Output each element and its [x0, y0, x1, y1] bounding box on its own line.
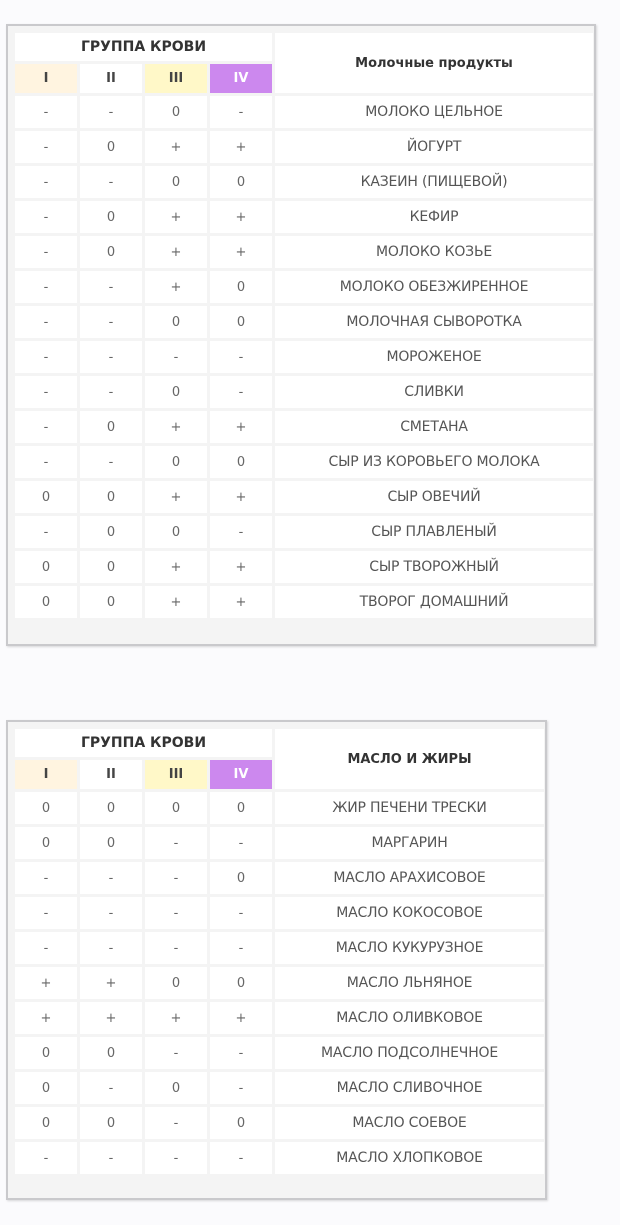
- compatibility-cell: -: [210, 1142, 272, 1174]
- food-name: МАСЛО КУКУРУЗНОЕ: [275, 932, 544, 964]
- compatibility-cell: -: [15, 341, 77, 373]
- compatibility-cell: +: [145, 236, 207, 268]
- compatibility-cell: -: [210, 1037, 272, 1069]
- compatibility-cell: -: [210, 827, 272, 859]
- food-name: МАСЛО СЛИВОЧНОЕ: [275, 1072, 544, 1104]
- compatibility-cell: -: [15, 271, 77, 303]
- compatibility-cell: -: [80, 1072, 142, 1104]
- compatibility-cell: 0: [145, 166, 207, 198]
- compatibility-cell: 0: [145, 516, 207, 548]
- compatibility-cell: +: [80, 967, 142, 999]
- compatibility-cell: -: [15, 897, 77, 929]
- food-name: МОЛОКО ОБЕЗЖИРЕННОЕ: [275, 271, 593, 303]
- food-name: ЙОГУРТ: [275, 131, 593, 163]
- compatibility-cell: -: [210, 516, 272, 548]
- food-name: МАСЛО СОЕВОЕ: [275, 1107, 544, 1139]
- food-name: МОЛОКО ЦЕЛЬНОЕ: [275, 96, 593, 128]
- compatibility-cell: 0: [210, 862, 272, 894]
- food-name: СЛИВКИ: [275, 376, 593, 408]
- compatibility-cell: 0: [80, 586, 142, 618]
- compatibility-cell: -: [145, 341, 207, 373]
- compatibility-cell: +: [210, 236, 272, 268]
- compatibility-cell: -: [145, 862, 207, 894]
- table-row: [15, 516, 593, 548]
- compatibility-cell: 0: [80, 236, 142, 268]
- table-row: [15, 932, 544, 964]
- table-row: [15, 897, 544, 929]
- table-row: [15, 236, 593, 268]
- compatibility-cell: -: [15, 201, 77, 233]
- category-header: Молочные продукты: [275, 33, 593, 93]
- compatibility-cell: 0: [80, 516, 142, 548]
- compatibility-cell: 0: [210, 446, 272, 478]
- compatibility-cell: 0: [145, 967, 207, 999]
- table-row: [15, 551, 593, 583]
- compatibility-cell: 0: [15, 1107, 77, 1139]
- compatibility-cell: 0: [15, 551, 77, 583]
- food-name: МОЛОЧНАЯ СЫВОРОТКА: [275, 306, 593, 338]
- compatibility-cell: -: [15, 862, 77, 894]
- compatibility-cell: +: [145, 411, 207, 443]
- food-name: МАСЛО КОКОСОВОЕ: [275, 897, 544, 929]
- compatibility-cell: -: [15, 96, 77, 128]
- compatibility-cell: 0: [15, 1037, 77, 1069]
- food-name: МОРОЖЕНОЕ: [275, 341, 593, 373]
- compatibility-cell: +: [210, 586, 272, 618]
- compatibility-cell: -: [145, 932, 207, 964]
- food-name: МАСЛО ОЛИВКОВОЕ: [275, 1002, 544, 1034]
- compatibility-cell: +: [80, 1002, 142, 1034]
- compatibility-cell: 0: [145, 376, 207, 408]
- compatibility-cell: 0: [145, 96, 207, 128]
- compatibility-cell: -: [80, 96, 142, 128]
- compatibility-cell: -: [145, 827, 207, 859]
- food-name: СЫР ИЗ КОРОВЬЕГО МОЛОКА: [275, 446, 593, 478]
- food-name: МАРГАРИН: [275, 827, 544, 859]
- compatibility-cell: 0: [145, 306, 207, 338]
- compatibility-cell: +: [210, 131, 272, 163]
- blood-type-ii: II: [80, 760, 142, 789]
- compatibility-cell: -: [15, 411, 77, 443]
- blood-type-iii: III: [145, 64, 207, 93]
- food-name: СЫР ПЛАВЛЕНЫЙ: [275, 516, 593, 548]
- compatibility-cell: -: [210, 341, 272, 373]
- compatibility-cell: -: [15, 1142, 77, 1174]
- compatibility-cell: 0: [210, 271, 272, 303]
- table-row: [15, 306, 593, 338]
- compatibility-cell: -: [15, 131, 77, 163]
- compatibility-cell: -: [15, 516, 77, 548]
- compatibility-cell: +: [210, 551, 272, 583]
- compatibility-cell: 0: [80, 551, 142, 583]
- oils-table: [12, 726, 547, 1177]
- compatibility-cell: 0: [80, 201, 142, 233]
- compatibility-cell: 0: [210, 792, 272, 824]
- table-row: [15, 1142, 544, 1174]
- table-row: [15, 586, 593, 618]
- compatibility-cell: -: [80, 271, 142, 303]
- food-name: МОЛОКО КОЗЬЕ: [275, 236, 593, 268]
- compatibility-cell: -: [210, 897, 272, 929]
- compatibility-cell: -: [80, 341, 142, 373]
- compatibility-cell: 0: [80, 827, 142, 859]
- blood-type-ii: II: [80, 64, 142, 93]
- table-row: [15, 166, 593, 198]
- oils-table-panel: [6, 720, 547, 1200]
- compatibility-cell: +: [210, 201, 272, 233]
- compatibility-cell: -: [15, 166, 77, 198]
- food-name: КЕФИР: [275, 201, 593, 233]
- food-name: ЖИР ПЕЧЕНИ ТРЕСКИ: [275, 792, 544, 824]
- compatibility-cell: +: [145, 271, 207, 303]
- food-name: МАСЛО АРАХИСОВОЕ: [275, 862, 544, 894]
- compatibility-cell: -: [210, 1072, 272, 1104]
- compatibility-cell: 0: [210, 166, 272, 198]
- compatibility-cell: +: [15, 967, 77, 999]
- compatibility-cell: 0: [15, 586, 77, 618]
- compatibility-cell: +: [145, 201, 207, 233]
- blood-group-header: ГРУППА КРОВИ: [15, 729, 272, 757]
- food-name: МАСЛО ПОДСОЛНЕЧНОЕ: [275, 1037, 544, 1069]
- compatibility-cell: -: [15, 306, 77, 338]
- compatibility-cell: +: [145, 1002, 207, 1034]
- compatibility-cell: -: [210, 376, 272, 408]
- compatibility-cell: +: [15, 1002, 77, 1034]
- compatibility-cell: -: [80, 446, 142, 478]
- food-name: КАЗЕИН (ПИЩЕВОЙ): [275, 166, 593, 198]
- table-row: [15, 376, 593, 408]
- compatibility-cell: +: [145, 481, 207, 513]
- compatibility-cell: 0: [15, 481, 77, 513]
- blood-type-iv: IV: [210, 760, 272, 789]
- compatibility-cell: 0: [210, 306, 272, 338]
- compatibility-cell: 0: [80, 1037, 142, 1069]
- compatibility-cell: 0: [80, 131, 142, 163]
- blood-type-i: I: [15, 64, 77, 93]
- compatibility-cell: 0: [80, 1107, 142, 1139]
- dairy-table-panel: [6, 24, 596, 646]
- table-row: [15, 201, 593, 233]
- compatibility-cell: -: [80, 897, 142, 929]
- table-row: [15, 411, 593, 443]
- table-row: [15, 1072, 544, 1104]
- table-row: [15, 967, 544, 999]
- food-name: МАСЛО ЛЬНЯНОЕ: [275, 967, 544, 999]
- table-row: [15, 792, 544, 824]
- compatibility-cell: -: [15, 376, 77, 408]
- compatibility-cell: 0: [15, 827, 77, 859]
- compatibility-cell: 0: [145, 446, 207, 478]
- compatibility-cell: +: [210, 481, 272, 513]
- table-row: [15, 1107, 544, 1139]
- table-row: [15, 96, 593, 128]
- compatibility-cell: -: [145, 897, 207, 929]
- dairy-table: [12, 30, 596, 621]
- table-row: [15, 341, 593, 373]
- table-row: [15, 446, 593, 478]
- table-row: [15, 862, 544, 894]
- compatibility-cell: -: [80, 306, 142, 338]
- compatibility-cell: 0: [210, 967, 272, 999]
- food-name: ТВОРОГ ДОМАШНИЙ: [275, 586, 593, 618]
- compatibility-cell: -: [145, 1142, 207, 1174]
- food-name: МАСЛО ХЛОПКОВОЕ: [275, 1142, 544, 1174]
- food-name: СЫР ТВОРОЖНЫЙ: [275, 551, 593, 583]
- category-header: МАСЛО И ЖИРЫ: [275, 729, 544, 789]
- compatibility-cell: -: [80, 932, 142, 964]
- blood-type-i: I: [15, 760, 77, 789]
- blood-type-iv: IV: [210, 64, 272, 93]
- compatibility-cell: 0: [80, 411, 142, 443]
- compatibility-cell: +: [210, 411, 272, 443]
- compatibility-cell: +: [145, 131, 207, 163]
- table-row: [15, 131, 593, 163]
- blood-group-header: ГРУППА КРОВИ: [15, 33, 272, 61]
- compatibility-cell: +: [145, 586, 207, 618]
- table-row: [15, 481, 593, 513]
- table-row: [15, 1002, 544, 1034]
- compatibility-cell: -: [210, 96, 272, 128]
- compatibility-cell: -: [145, 1107, 207, 1139]
- compatibility-cell: 0: [80, 481, 142, 513]
- compatibility-cell: -: [80, 862, 142, 894]
- compatibility-cell: -: [80, 376, 142, 408]
- compatibility-cell: -: [80, 1142, 142, 1174]
- compatibility-cell: 0: [210, 1107, 272, 1139]
- blood-type-iii: III: [145, 760, 207, 789]
- compatibility-cell: +: [145, 551, 207, 583]
- food-name: СМЕТАНА: [275, 411, 593, 443]
- compatibility-cell: -: [210, 932, 272, 964]
- table-row: [15, 827, 544, 859]
- table-row: [15, 1037, 544, 1069]
- compatibility-cell: +: [210, 1002, 272, 1034]
- compatibility-cell: 0: [80, 792, 142, 824]
- compatibility-cell: -: [15, 446, 77, 478]
- compatibility-cell: -: [15, 932, 77, 964]
- compatibility-cell: -: [80, 166, 142, 198]
- compatibility-cell: 0: [15, 1072, 77, 1104]
- compatibility-cell: 0: [15, 792, 77, 824]
- food-name: СЫР ОВЕЧИЙ: [275, 481, 593, 513]
- compatibility-cell: -: [15, 236, 77, 268]
- compatibility-cell: -: [145, 1037, 207, 1069]
- compatibility-cell: 0: [145, 1072, 207, 1104]
- compatibility-cell: 0: [145, 792, 207, 824]
- table-row: [15, 271, 593, 303]
